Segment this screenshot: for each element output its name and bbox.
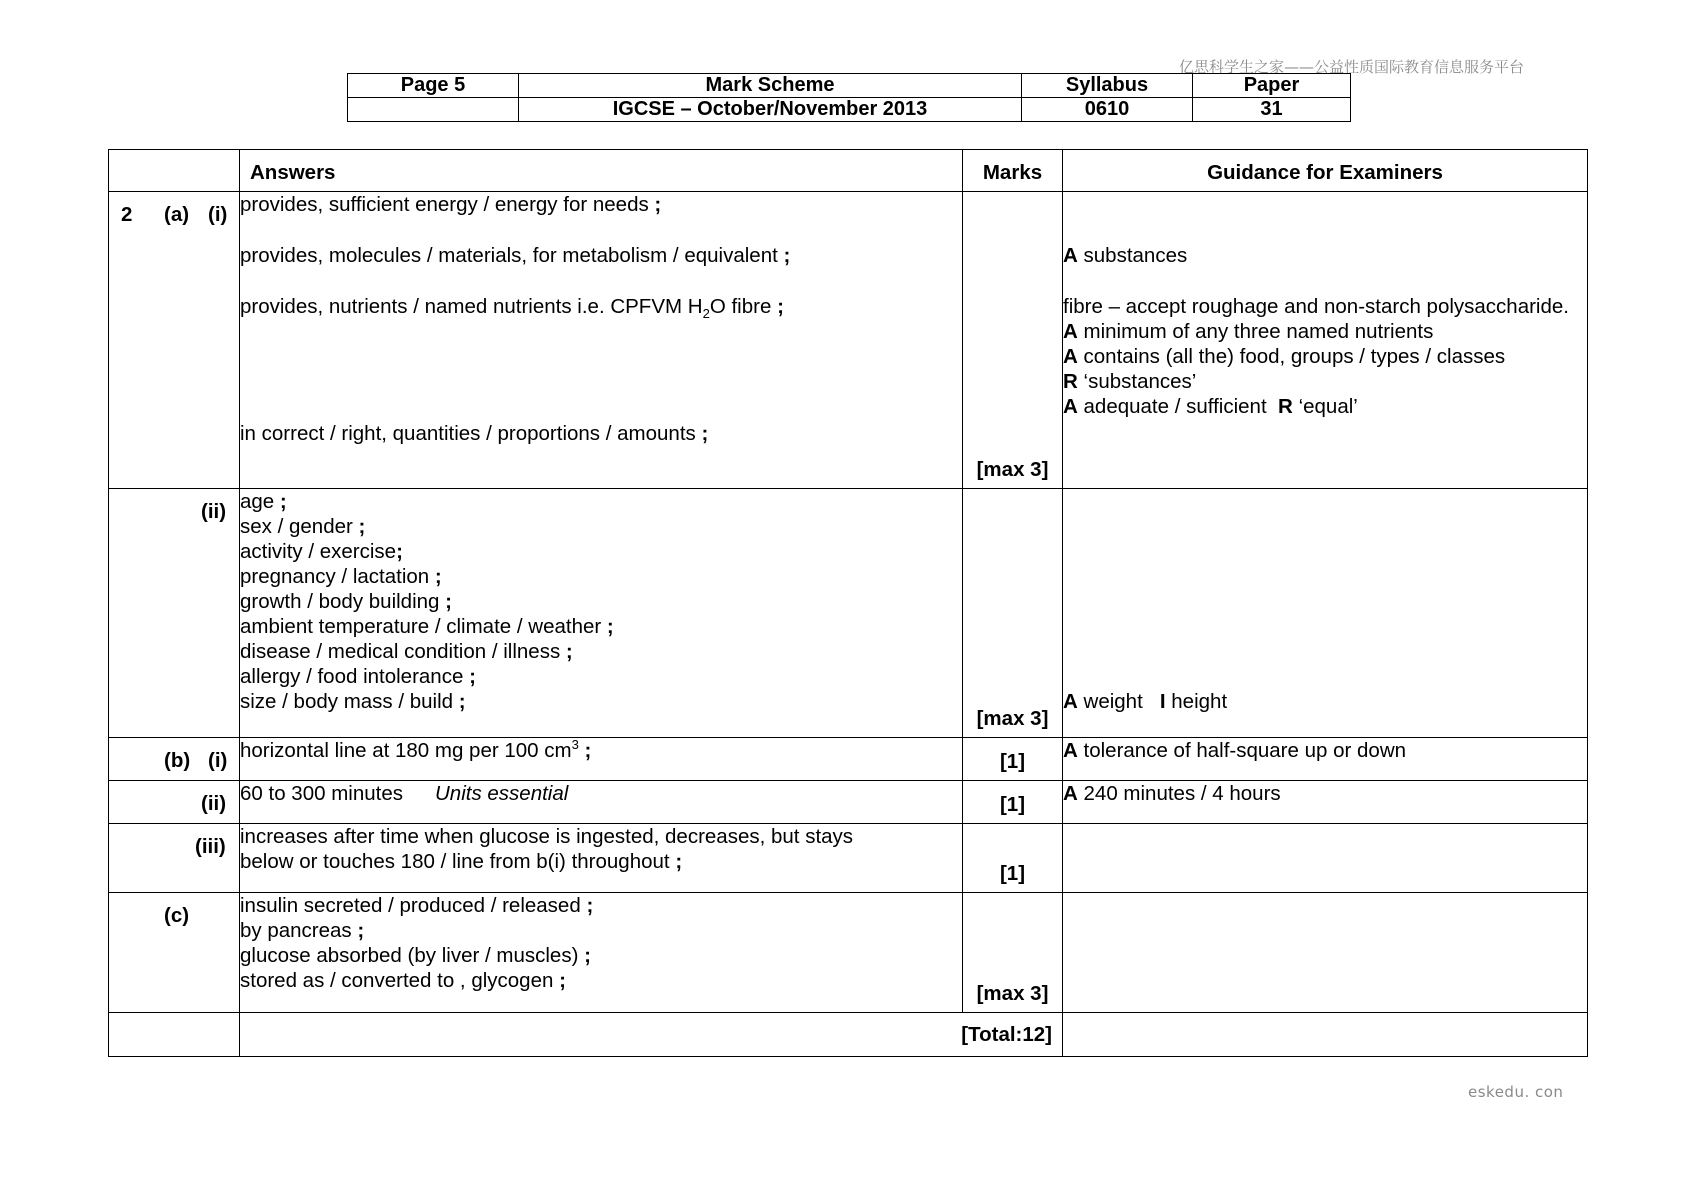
answer-cell (240, 489, 963, 738)
total-row (109, 1013, 1588, 1057)
mark-value: [max 3] (976, 707, 1049, 730)
row-2b-iii (109, 824, 1588, 893)
mark-value: [1] (999, 750, 1026, 773)
column-header-row (109, 150, 1588, 192)
answer-line: in correct / right, quantities / proportions / amounts ; (240, 422, 709, 445)
row-2a-i (109, 192, 1588, 489)
marks-cell (963, 192, 1063, 489)
question-part: (a) (164, 203, 190, 226)
question-column-header (109, 150, 240, 192)
total-marks: [Total:12] (961, 1023, 1052, 1046)
question-number-cell (109, 781, 240, 824)
row-2c (109, 893, 1588, 1013)
mark-value: [max 3] (976, 458, 1049, 481)
answer-line: increases after time when glucose is ingested, decreases, but stays (240, 825, 854, 848)
total-cell (240, 1013, 1063, 1057)
answer-line: pregnancy / lactation ; (240, 565, 442, 588)
mark-scheme-label: Mark Scheme (519, 74, 1022, 98)
guidance-cell (1063, 893, 1588, 1013)
row-2b-ii (109, 781, 1588, 824)
answer-line: insulin secreted / produced / released ; (240, 894, 594, 917)
answers-header-text: Answers (250, 161, 336, 184)
guidance-cell (1063, 781, 1588, 824)
marks-cell (963, 781, 1063, 824)
answer-line: below or touches 180 / line from b(i) throughout ; (240, 850, 683, 873)
row-2b-i (109, 738, 1588, 781)
guidance-cell (1063, 738, 1588, 781)
question-number-cell (109, 738, 240, 781)
guidance-cell (1063, 489, 1588, 738)
question-subpart: (ii) (201, 500, 227, 523)
question-number-cell (109, 824, 240, 893)
watermark-top: 亿思科学生之家——公益性质国际教育信息服务平台 (1179, 58, 1525, 76)
total-empty-cell (109, 1013, 240, 1057)
question-number-cell (109, 893, 240, 1013)
watermark-bottom: eskedu. con (1468, 1083, 1564, 1101)
units-note: Units essential (434, 782, 569, 805)
question-part: (b) (164, 749, 191, 772)
answer-line: provides, nutrients / named nutrients i.e. CPFVM $H_2O$ fibre ; (240, 295, 784, 322)
answer-line: size / body mass / build ; (240, 690, 466, 713)
syllabus-code: 0610 (1022, 98, 1193, 122)
answer-line: sex / gender ; (240, 515, 366, 538)
marks-column-header (963, 150, 1063, 192)
mark-scheme-table (108, 149, 1588, 1057)
answer-cell (240, 893, 963, 1013)
answer-line: 60 to 300 minutes Units essential (240, 782, 569, 805)
marks-cell (963, 824, 1063, 893)
guidance-header-text: Guidance for Examiners (1207, 161, 1443, 184)
answer-cell (240, 738, 963, 781)
question-number-cell (109, 489, 240, 738)
question-part: (c) (164, 904, 190, 927)
question-number: 2 (121, 203, 133, 226)
answer-cell (240, 781, 963, 824)
answers-column-header (240, 150, 963, 192)
answer-cell (240, 824, 963, 893)
guidance-line: A weight I height (1063, 690, 1228, 713)
marks-header-text: Marks (982, 161, 1043, 184)
header-empty-cell (348, 98, 519, 122)
guidance-cell (1063, 192, 1588, 489)
question-subpart: (i) (208, 749, 228, 772)
paper-number: 31 (1193, 98, 1351, 122)
guidance-cell (1063, 824, 1588, 893)
marks-cell (963, 489, 1063, 738)
guidance-line: fibre – accept roughage and non-starch polysaccharide. (1063, 295, 1569, 318)
mark-value: [1] (999, 793, 1026, 816)
question-subpart: (ii) (201, 792, 227, 815)
guidance-line: R ‘substances’ (1063, 370, 1197, 393)
question-number-cell (109, 192, 240, 489)
answer-line: activity / exercise; (240, 540, 403, 563)
answer-line: allergy / food intolerance ; (240, 665, 476, 688)
header-table (347, 73, 1351, 122)
answer-line: by pancreas ; (240, 919, 365, 942)
mark-value: [1] (999, 862, 1026, 885)
guidance-line: A 240 minutes / 4 hours (1063, 782, 1281, 805)
syllabus-label: Syllabus (1022, 74, 1193, 98)
guidance-line: A contains (all the) food, groups / types / classes (1063, 345, 1506, 368)
mark-value: [max 3] (976, 982, 1049, 1005)
question-subpart: (i) (208, 203, 228, 226)
guidance-line: A substances (1063, 244, 1188, 267)
answer-line: age ; (240, 490, 287, 513)
guidance-line: A adequate / sufficient R ‘equal’ (1063, 395, 1358, 418)
page-label: Page 5 (348, 74, 519, 98)
answer-cell (240, 192, 963, 489)
answer-line: ambient temperature / climate / weather ; (240, 615, 614, 638)
total-guidance-cell (1063, 1013, 1588, 1057)
answer-line: stored as / converted to , glycogen ; (240, 969, 566, 992)
marks-cell (963, 738, 1063, 781)
paper-label: Paper (1193, 74, 1351, 98)
answer-line: disease / medical condition / illness ; (240, 640, 573, 663)
answer-line: horizontal line at 180 mg per 100 $cm^3$ ; (240, 737, 592, 762)
question-subpart: (iii) (195, 835, 226, 858)
guidance-line: A minimum of any three named nutrients (1063, 320, 1434, 343)
guidance-line: A tolerance of half-square up or down (1063, 739, 1407, 762)
marks-cell (963, 893, 1063, 1013)
answer-line: growth / body building ; (240, 590, 452, 613)
guidance-column-header (1063, 150, 1588, 192)
answer-line: provides, molecules / materials, for metabolism / equivalent ; (240, 244, 791, 267)
exam-session: IGCSE – October/November 2013 (519, 98, 1022, 122)
row-2a-ii (109, 489, 1588, 738)
answer-line: provides, sufficient energy / energy for needs ; (240, 193, 662, 216)
answer-line: glucose absorbed (by liver / muscles) ; (240, 944, 591, 967)
